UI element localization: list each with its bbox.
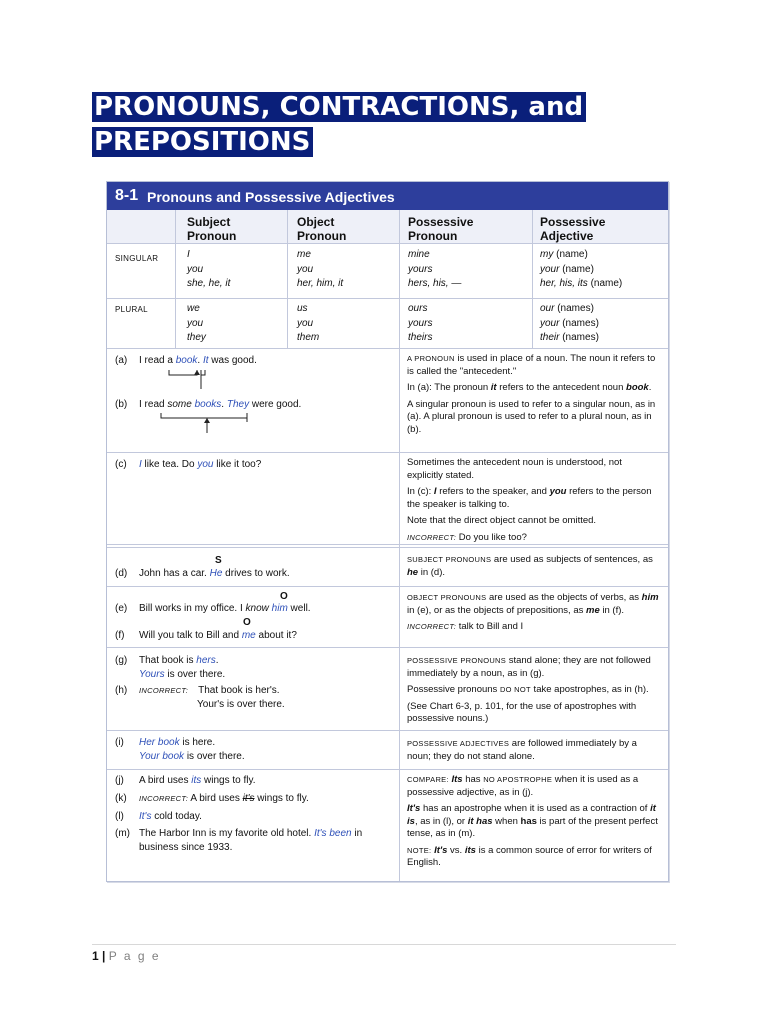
pronoun: you bbox=[187, 263, 204, 275]
document-title bbox=[92, 90, 586, 160]
adjective bbox=[540, 317, 599, 332]
term: NO APOSTROPHE bbox=[483, 775, 553, 784]
term: SUBJECT PRONOUNS bbox=[407, 555, 492, 564]
adjective bbox=[540, 277, 622, 292]
example-text: Your's is over there. bbox=[197, 699, 285, 710]
row-label-plural: PLURAL bbox=[115, 305, 148, 314]
explanation-text: when bbox=[492, 815, 521, 827]
example-text: cold today. bbox=[151, 811, 202, 822]
example-b bbox=[115, 398, 301, 412]
header-line: Pronoun bbox=[297, 229, 347, 243]
term: has bbox=[520, 815, 537, 827]
title-line-2: PREPOSITIONS bbox=[92, 127, 313, 157]
explanation-text: is a common source of error for writers of English. bbox=[407, 844, 652, 868]
explanation-text: is used in place of a noun. The noun it refers to is called the "antecedent." bbox=[407, 353, 656, 377]
column-header-possessive-adjective bbox=[540, 215, 605, 243]
grammar-chart bbox=[106, 181, 669, 882]
example-label: (j) bbox=[115, 775, 124, 786]
column-header-possessive-pronoun bbox=[408, 215, 473, 243]
example-c bbox=[115, 458, 261, 472]
example-a bbox=[115, 354, 257, 368]
adjective-word: her, his, its bbox=[540, 278, 588, 289]
example-text: drives to work. bbox=[222, 568, 290, 579]
pronoun-word: hers bbox=[196, 655, 216, 666]
term: It's bbox=[434, 844, 448, 856]
pronoun: you bbox=[187, 317, 204, 329]
pronoun: they bbox=[187, 332, 206, 343]
explanation-text: refers to the speaker, and bbox=[436, 486, 550, 497]
row-label-singular: SINGULAR bbox=[115, 254, 159, 263]
footer-separator: | bbox=[102, 949, 106, 963]
example-text: I read bbox=[139, 399, 168, 410]
explanation-paragraph bbox=[407, 774, 659, 799]
pronoun: yours bbox=[408, 263, 433, 275]
page-label: P a g e bbox=[108, 949, 161, 963]
explanation-paragraph bbox=[407, 621, 659, 634]
explanation-text: . bbox=[648, 382, 652, 393]
explanation-text: refers to the person the speaker is talking to. bbox=[407, 486, 652, 510]
divider bbox=[107, 730, 668, 731]
header-line: Subject bbox=[187, 215, 231, 229]
adjective bbox=[540, 302, 599, 317]
explanation-text: has an apostrophe when it is used as a contraction of bbox=[420, 803, 651, 814]
adjective bbox=[540, 263, 622, 278]
arrow-bracket-b bbox=[161, 413, 247, 418]
pronoun-word: He bbox=[209, 568, 223, 579]
pronoun: us bbox=[297, 303, 308, 314]
explanation-jm bbox=[407, 774, 659, 874]
example-e bbox=[115, 602, 311, 616]
example-text: like tea. Do bbox=[141, 459, 198, 470]
example-text: is over there. bbox=[164, 669, 226, 680]
explanation-text: in (f). bbox=[599, 604, 625, 616]
explanation-text: has bbox=[462, 774, 484, 785]
example-text: well. bbox=[287, 603, 311, 614]
explanation-paragraph: A singular pronoun is used to refer to a singular noun, as in (a). A plural pronoun is used to refer to a plural noun, as in (b). bbox=[407, 398, 656, 435]
divider bbox=[107, 769, 668, 770]
explanation-paragraph bbox=[407, 738, 659, 763]
example-label: (f) bbox=[115, 630, 125, 641]
arrow-bracket-a bbox=[169, 370, 197, 375]
incorrect-label: INCORRECT: bbox=[407, 532, 457, 542]
pronoun-word: It bbox=[202, 355, 209, 366]
example-text: A bird uses bbox=[188, 793, 243, 804]
explanation-text: is part of the present perfect tense, as in (m). bbox=[407, 815, 658, 839]
arrow-link-a bbox=[201, 370, 205, 375]
pronoun-word: me bbox=[241, 630, 256, 641]
adjective-phrase: Your book bbox=[139, 751, 185, 762]
example-text: is over there. bbox=[184, 751, 245, 762]
explanation-text: stand alone; they are not followed immediately by a noun, as in (g). bbox=[407, 655, 651, 679]
pronoun-word: Yours bbox=[139, 669, 165, 680]
pronoun-word: They bbox=[226, 399, 250, 410]
term: Its bbox=[451, 774, 463, 785]
example-g bbox=[115, 654, 225, 682]
explanation-ef bbox=[407, 592, 659, 638]
explanation-paragraph bbox=[407, 353, 659, 378]
example-text: A bird uses bbox=[139, 775, 192, 786]
example-text: in bbox=[351, 828, 363, 839]
term: him bbox=[641, 592, 659, 603]
plural-possessive-adjective bbox=[540, 302, 599, 346]
explanation-paragraph bbox=[407, 684, 659, 697]
page-footer bbox=[92, 948, 161, 964]
divider bbox=[107, 586, 668, 587]
explanation-paragraph: (See Chart 6-3, p. 101, for the use of apostrophes with possessive nouns.) bbox=[407, 700, 637, 724]
term: DO NOT bbox=[499, 685, 531, 694]
explanation-text: Do you like too? bbox=[456, 531, 527, 543]
example-label: (i) bbox=[115, 737, 124, 748]
pronoun: yours bbox=[408, 317, 433, 329]
explanation-text: In (c): bbox=[407, 486, 434, 497]
adjective-noun: (names) bbox=[559, 317, 599, 329]
incorrect-label: INCORRECT: bbox=[139, 794, 189, 803]
term: you bbox=[549, 486, 567, 497]
example-text: about it? bbox=[255, 630, 297, 641]
term: it is bbox=[407, 803, 656, 827]
example-text: John has a car. bbox=[139, 568, 210, 579]
adjective-word: your bbox=[540, 317, 560, 329]
object-marker: O bbox=[280, 591, 288, 602]
term: it bbox=[490, 382, 497, 393]
pronoun: them bbox=[297, 332, 320, 343]
explanation-paragraph bbox=[407, 532, 659, 545]
example-label: (a) bbox=[115, 355, 128, 366]
divider bbox=[532, 210, 533, 348]
example-d bbox=[115, 567, 290, 581]
chart-number: 8-1 bbox=[115, 187, 139, 204]
singular-possessive-adjective bbox=[540, 248, 622, 292]
explanation-text: in (d). bbox=[418, 566, 446, 578]
example-text: business since 1933. bbox=[139, 842, 233, 853]
title-line-1: PRONOUNS, CONTRACTIONS, and bbox=[92, 92, 586, 122]
example-text: wings to fly. bbox=[201, 775, 256, 786]
explanation-paragraph bbox=[407, 486, 659, 511]
term: POSSESSIVE PRONOUNS bbox=[407, 656, 507, 665]
header-line: Adjective bbox=[540, 229, 594, 243]
antecedent-word: book bbox=[175, 355, 198, 366]
footer-divider bbox=[92, 944, 676, 945]
pronoun-word: him bbox=[271, 603, 288, 614]
example-text: . bbox=[197, 355, 203, 366]
example-label: (c) bbox=[115, 459, 127, 470]
example-j bbox=[115, 774, 256, 788]
explanation-paragraph: Note that the direct object cannot be omitted. bbox=[407, 515, 597, 526]
pronoun: you bbox=[297, 317, 314, 329]
adjective-noun: (name) bbox=[587, 278, 623, 289]
term: me bbox=[586, 604, 600, 616]
example-text: wings to fly. bbox=[254, 793, 309, 804]
example-label: (e) bbox=[115, 603, 128, 614]
pronoun: her, him, it bbox=[297, 278, 344, 289]
example-m bbox=[115, 827, 362, 855]
example-h bbox=[115, 684, 285, 712]
adjective bbox=[540, 248, 622, 263]
explanation-text: talk to Bill and I bbox=[456, 621, 524, 632]
chart-title: Pronouns and Possessive Adjectives bbox=[147, 189, 395, 205]
explanation-paragraph bbox=[407, 592, 659, 617]
arrow-head-b bbox=[204, 418, 210, 423]
incorrect-label: INCORRECT: bbox=[407, 622, 457, 631]
term: A PRONOUN bbox=[407, 354, 455, 363]
divider bbox=[399, 210, 400, 881]
pronoun: theirs bbox=[408, 332, 433, 343]
example-label: (d) bbox=[115, 568, 128, 579]
explanation-text: take apostrophes, as in (h). bbox=[530, 684, 649, 695]
pronoun: she, he, it bbox=[187, 278, 231, 289]
adjective-noun: (name) bbox=[559, 263, 594, 275]
adjective-word: your bbox=[540, 263, 560, 275]
example-text: was good. bbox=[208, 355, 257, 366]
explanation-gh bbox=[407, 655, 659, 730]
subject-marker: S bbox=[215, 555, 222, 566]
example-text: That book is her's. bbox=[198, 685, 280, 696]
explanation-paragraph bbox=[407, 803, 659, 841]
explanation-text: in (e), or as the objects of prepositions, as bbox=[407, 604, 587, 616]
explanation-text: when it is used as a possessive adjective, as in (j). bbox=[407, 774, 639, 798]
contraction-word: It's been bbox=[314, 828, 352, 839]
object-marker: O bbox=[243, 617, 251, 628]
example-text: I read a bbox=[139, 355, 176, 366]
term: book bbox=[626, 382, 649, 393]
term: it has bbox=[467, 815, 493, 827]
adjective-noun: (names) bbox=[559, 332, 599, 343]
pronoun: we bbox=[187, 303, 200, 314]
pronoun: I bbox=[187, 249, 190, 260]
pronoun-word: its bbox=[191, 775, 202, 786]
example-text: . bbox=[215, 655, 219, 666]
pronoun: me bbox=[297, 249, 311, 260]
pronoun: you bbox=[297, 263, 314, 275]
term: I bbox=[433, 486, 437, 497]
explanation-paragraph: Sometimes the antecedent noun is understood, not explicitly stated. bbox=[407, 457, 622, 481]
example-text: some bbox=[167, 399, 192, 410]
adjective-word: their bbox=[540, 332, 560, 343]
example-label: (l) bbox=[115, 811, 124, 822]
example-f bbox=[115, 629, 297, 643]
antecedent-word: books bbox=[194, 399, 222, 410]
term: It's bbox=[407, 803, 421, 814]
example-label: (k) bbox=[115, 793, 127, 804]
example-label: (g) bbox=[115, 655, 128, 666]
example-text: know bbox=[245, 603, 269, 614]
explanation-text: are followed immediately by a noun; they do not stand alone. bbox=[407, 738, 637, 762]
header-line: Possessive bbox=[408, 215, 474, 229]
incorrect-word: it's bbox=[242, 793, 255, 804]
divider bbox=[107, 452, 668, 453]
example-text: . bbox=[221, 399, 227, 410]
example-text: Bill works in my office. I bbox=[139, 603, 246, 614]
explanation-paragraph bbox=[407, 655, 659, 680]
adjective-noun: (names) bbox=[554, 303, 594, 314]
explanation-paragraph bbox=[407, 382, 659, 395]
header-line: Pronoun bbox=[408, 229, 458, 243]
term: OBJECT PRONOUNS bbox=[407, 593, 487, 602]
explanation-c bbox=[407, 457, 659, 548]
plural-possessive-pronoun bbox=[408, 302, 432, 346]
adjective-phrase: Her book bbox=[139, 737, 180, 748]
explanation-text: In (a): The pronoun bbox=[407, 382, 491, 393]
explanation-text: are used as the objects of verbs, as bbox=[486, 592, 642, 603]
explanation-i bbox=[407, 738, 659, 767]
arrow-head-a bbox=[194, 370, 200, 375]
contraction-word: It's bbox=[139, 811, 152, 822]
pronoun: mine bbox=[408, 249, 430, 260]
divider bbox=[107, 647, 668, 648]
explanation-text: vs. bbox=[447, 844, 465, 856]
term: POSSESSIVE ADJECTIVES bbox=[407, 739, 510, 748]
explanation-paragraph bbox=[407, 554, 659, 579]
term: COMPARE: bbox=[407, 775, 449, 784]
pronoun: ours bbox=[408, 303, 428, 314]
adjective-word: my bbox=[540, 249, 554, 260]
singular-possessive-pronoun bbox=[408, 248, 461, 292]
explanation-paragraph bbox=[407, 845, 659, 870]
adjective-noun: (name) bbox=[553, 249, 588, 260]
example-text: were good. bbox=[249, 399, 302, 410]
adjective-word: our bbox=[540, 303, 555, 314]
example-text: is here. bbox=[179, 737, 216, 748]
explanation-d bbox=[407, 554, 659, 583]
explanation-ab bbox=[407, 353, 659, 440]
adjective bbox=[540, 331, 599, 346]
term: its bbox=[464, 844, 476, 856]
explanation-text: Possessive pronouns bbox=[407, 684, 500, 695]
example-i bbox=[115, 736, 245, 764]
pronoun-word: you bbox=[197, 459, 214, 470]
example-label: (m) bbox=[115, 828, 130, 839]
example-text: Will you talk to Bill and bbox=[139, 630, 242, 641]
explanation-text: , as in (l), or bbox=[414, 815, 468, 827]
example-l bbox=[115, 810, 202, 824]
explanation-text: are used as subjects of sentences, as bbox=[491, 554, 653, 565]
explanation-text: refers to the antecedent noun bbox=[496, 382, 627, 393]
example-label: (b) bbox=[115, 399, 128, 410]
pronoun: hers, his, — bbox=[408, 278, 462, 289]
example-label: (h) bbox=[115, 685, 128, 696]
header-line: Pronoun bbox=[187, 229, 237, 243]
header-line: Object bbox=[297, 215, 335, 229]
example-text: That book is bbox=[139, 655, 197, 666]
term: he bbox=[407, 566, 419, 578]
pronoun-word: I bbox=[139, 459, 142, 470]
term: NOTE: bbox=[407, 845, 432, 855]
incorrect-label: INCORRECT: bbox=[139, 686, 189, 695]
example-text: like it too? bbox=[213, 459, 262, 470]
example-text: The Harbor Inn is my favorite old hotel. bbox=[139, 828, 315, 839]
page-number: 1 bbox=[92, 949, 99, 963]
header-line: Possessive bbox=[540, 215, 606, 229]
example-k bbox=[115, 792, 309, 806]
